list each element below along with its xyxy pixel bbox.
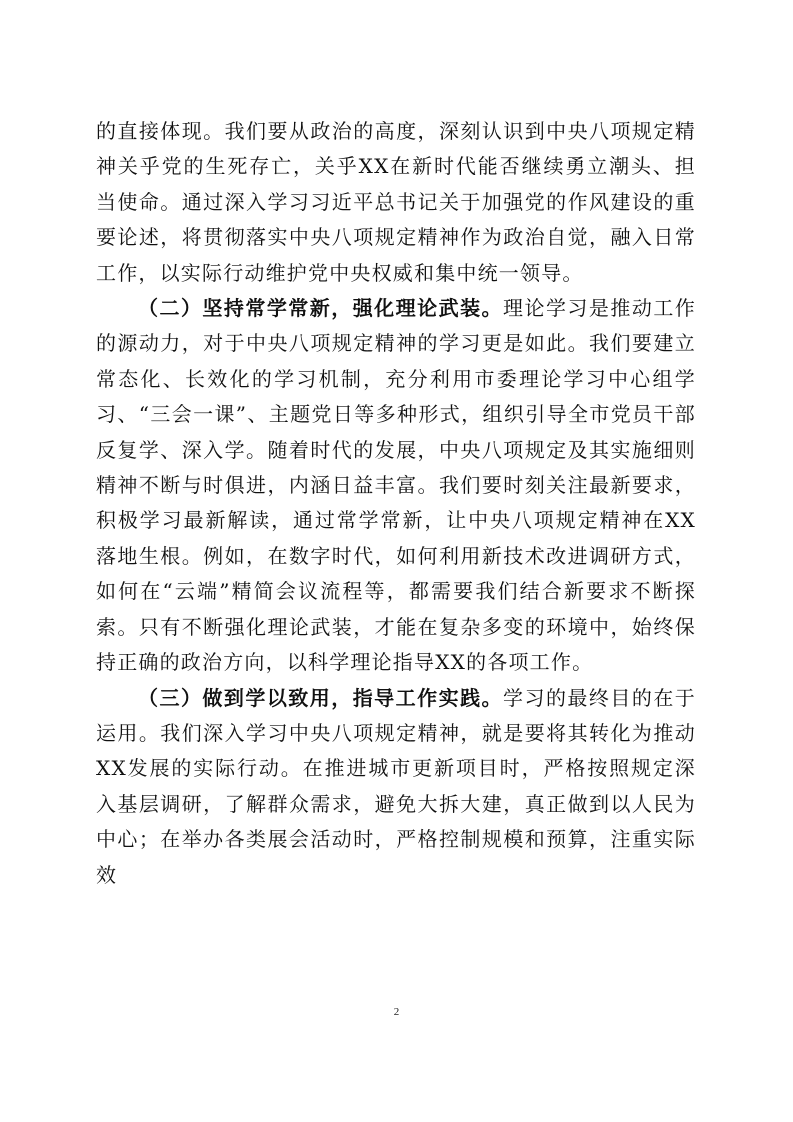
page-number: 2 (393, 1006, 400, 1018)
paragraph-text: 理论学习是推动工作的源动力，对于中央八项规定精神的学习更是如此。我们要建立常态化、长效化的学习机制，充分利用市委理论学习中心组学习、“三会一课”、主题党日等多种形式，组织引导全市党员干部反复学、深入学。随着时代的发展，中央八项规定及其实施细则精神不断与时俱进，内涵日益丰富。我们要时刻关注最新要求，积极学习最新解读，通过常学常新，让中央八项规定精神在XX落地生根。例如，在数字时代，如何利用新技术改进调研方式，如何在“云端”精简会议流程等，都需要我们结合新要求不断探索。只有不断强化理论武装，才能在复杂多变的环境中，始终保持正确的政治方向，以科学理论指导XX的各项工作。 (96, 296, 696, 675)
paragraph-text: 的直接体现。我们要从政治的高度，深刻认识到中央八项规定精神关乎党的生死存亡，关乎XX在新时代能否继续勇立潮头、担当使命。通过深入学习习近平总书记关于加强党的作风建设的重要论述，将贯彻落实中央八项规定精神作为政治自觉，融入日常工作，以实际行动维护党中央权威和集中统一领导。 (96, 119, 696, 285)
paragraph-section-2 (96, 291, 696, 680)
document-body (96, 114, 696, 893)
paragraph-continuation (96, 114, 696, 291)
section-heading: （三）做到学以致用，指导工作实践。 (138, 685, 504, 710)
paragraph-section-3 (96, 681, 696, 893)
paragraph-text: 学习的最终目的在于运用。我们深入学习中央八项规定精神，就是要将其转化为推动XX发展的实际行动。在推进城市更新项目时，严格按照规定深入基层调研，了解群众需求，避免大拆大建，真正做到以人民为中心；在举办各类展会活动时，严格控制规模和预算，注重实际效 (96, 685, 696, 887)
section-heading: （二）坚持常学常新，强化理论武装。 (138, 296, 504, 321)
